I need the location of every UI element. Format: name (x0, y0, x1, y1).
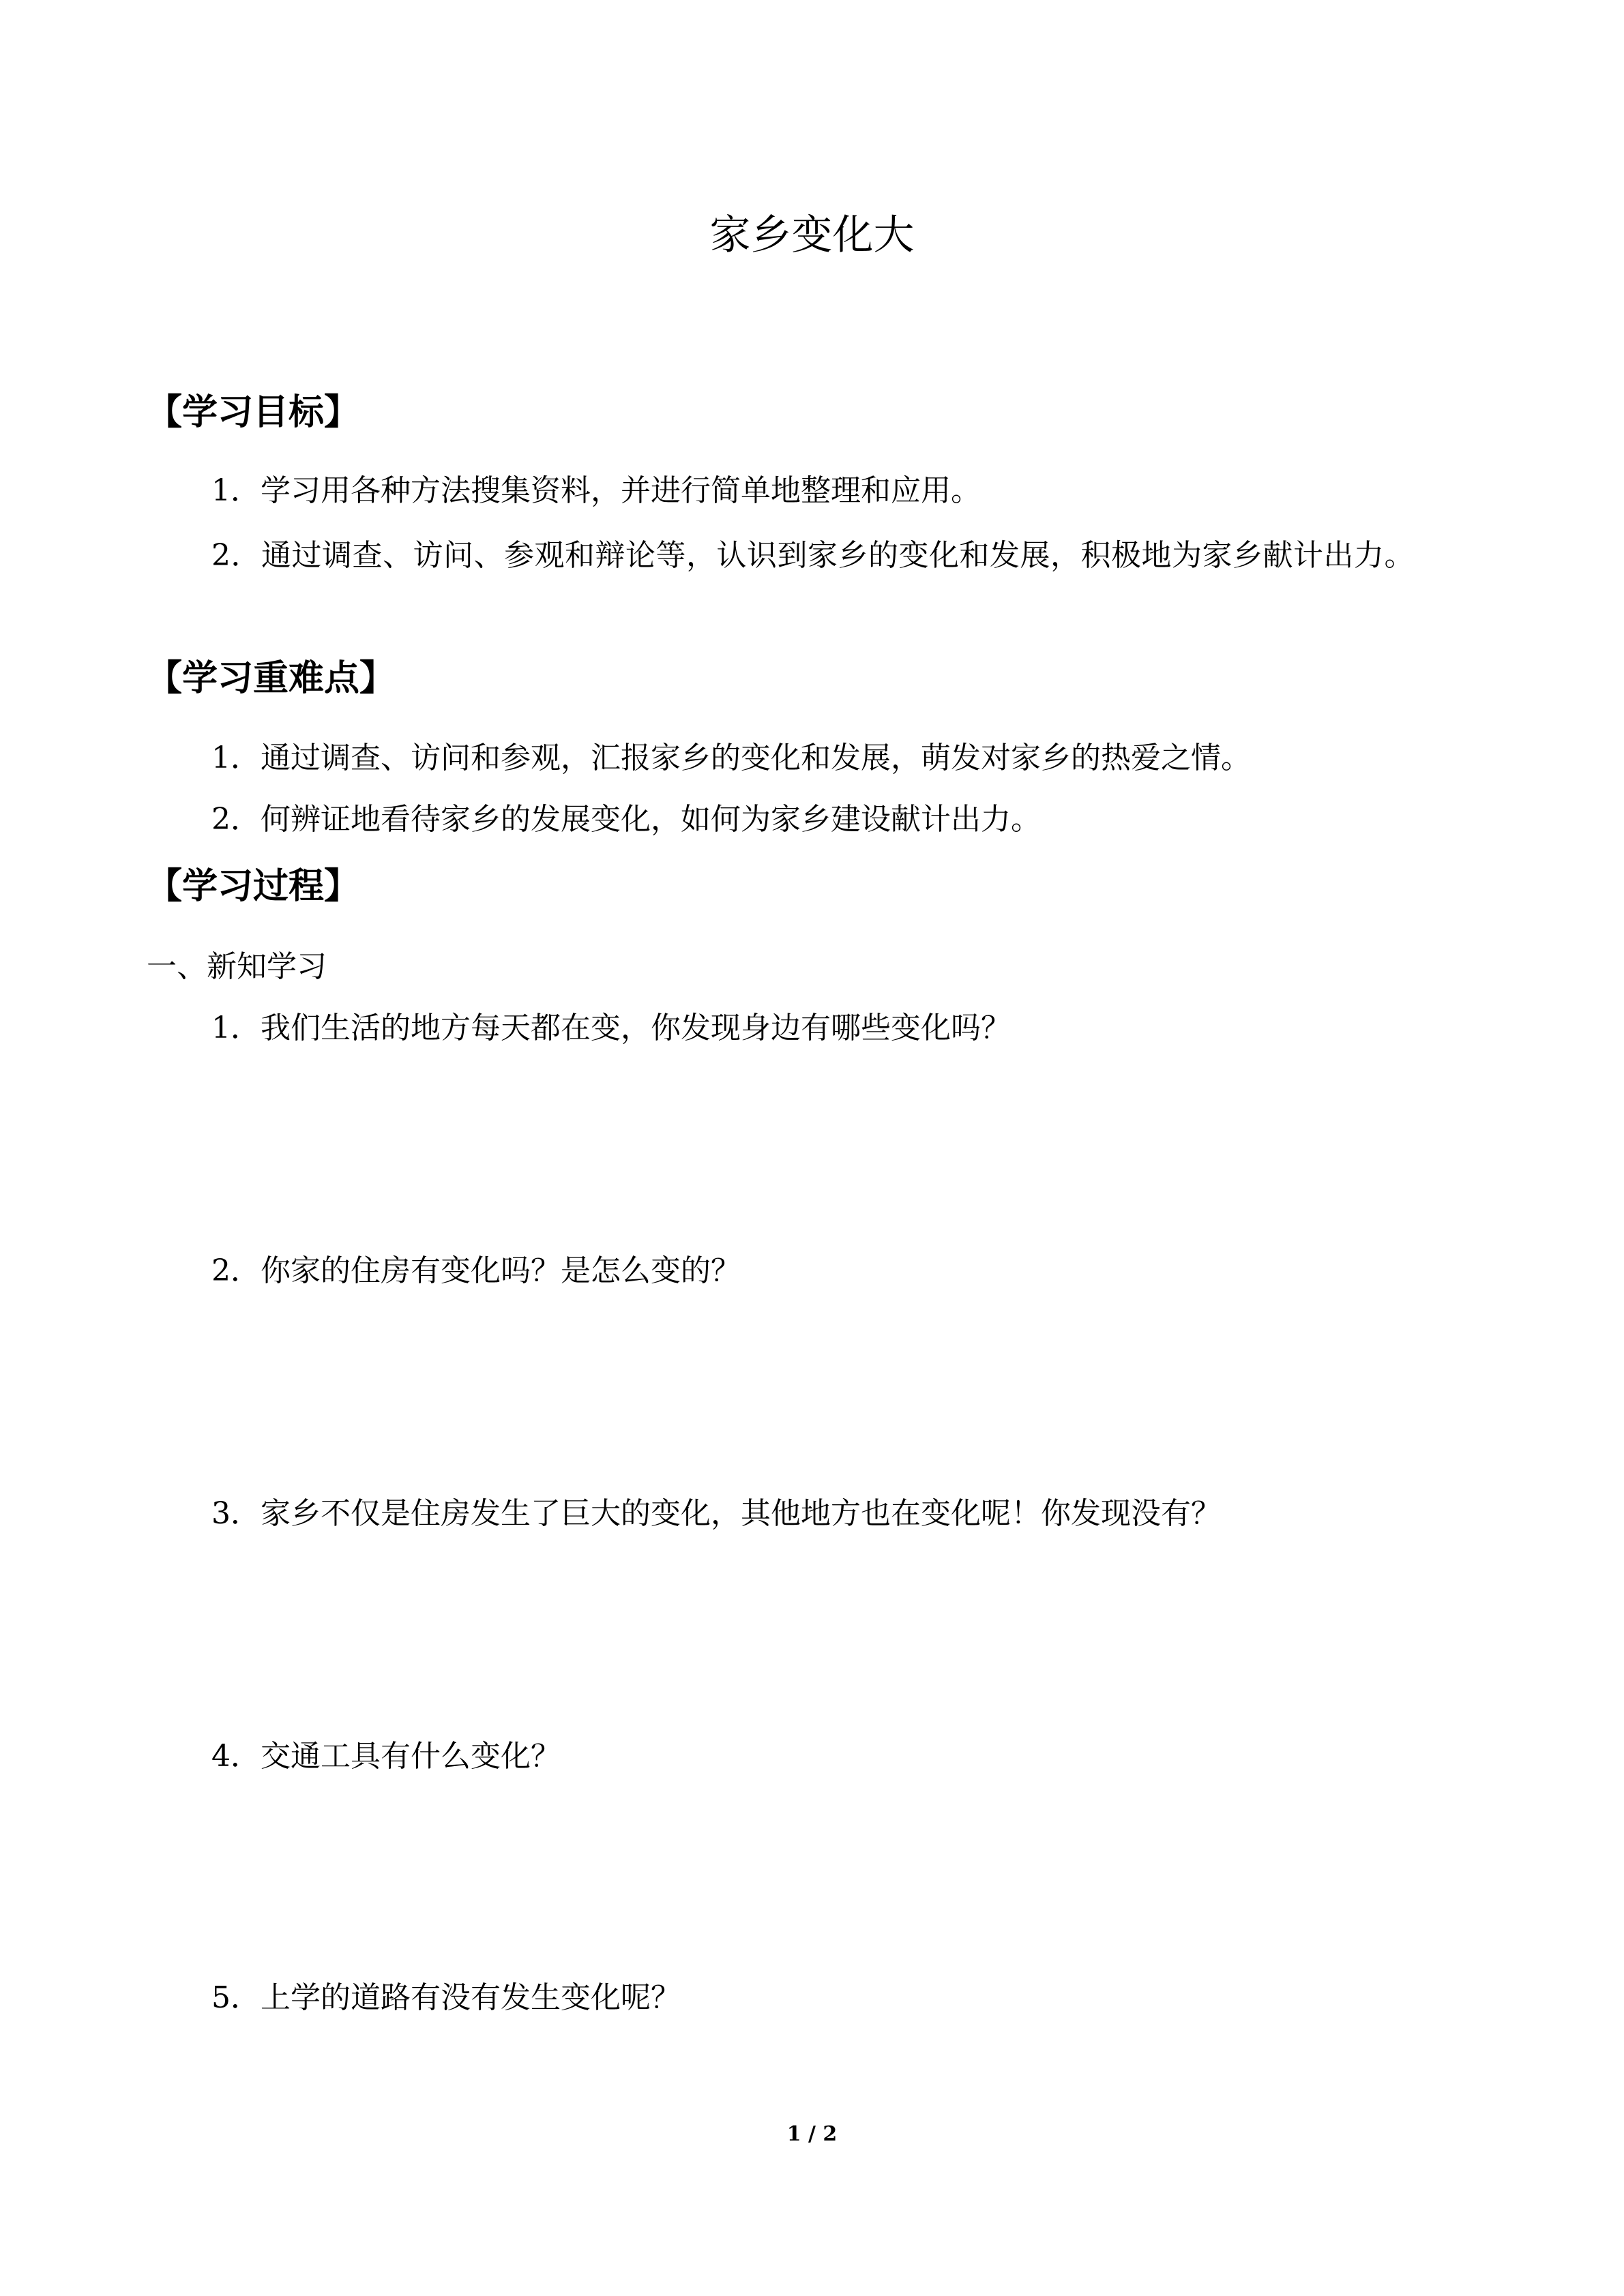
question-4: 4．交通工具有什么变化？ (211, 1739, 561, 1774)
heading-key-points: 【学习重难点】 (147, 658, 396, 699)
heading-objectives: 【学习目标】 (147, 392, 360, 433)
question-5: 5．上学的道路有没有发生变化呢？ (211, 1980, 681, 2015)
question-2: 2．你家的住房有变化吗？是怎么变的？ (211, 1253, 741, 1288)
page-number: 1 / 2 (786, 2122, 838, 2146)
question-1: 1．我们生活的地方每天都在变，你发现身边有哪些变化吗？ (211, 1011, 1011, 1045)
subsection-new-knowledge: 一、新知学习 (147, 949, 327, 984)
objective-item-1: 1．学习用各种方法搜集资料，并进行简单地整理和应用。 (211, 473, 981, 508)
objective-item-2: 2．通过调查、访问、参观和辩论等，认识到家乡的变化和发展，积极地为家乡献计出力。 (211, 538, 1415, 573)
key-point-item-1: 1．通过调查、访问和参观，汇报家乡的变化和发展，萌发对家乡的热爱之情。 (211, 741, 1251, 775)
question-3: 3．家乡不仅是住房发生了巨大的变化，其他地方也在变化呢！你发现没有？ (211, 1496, 1221, 1531)
page-title: 家乡变化大 (709, 211, 915, 259)
heading-process: 【学习过程】 (147, 866, 360, 907)
key-point-item-2: 2．何辨证地看待家乡的发展变化，如何为家乡建设献计出力。 (211, 802, 1041, 837)
